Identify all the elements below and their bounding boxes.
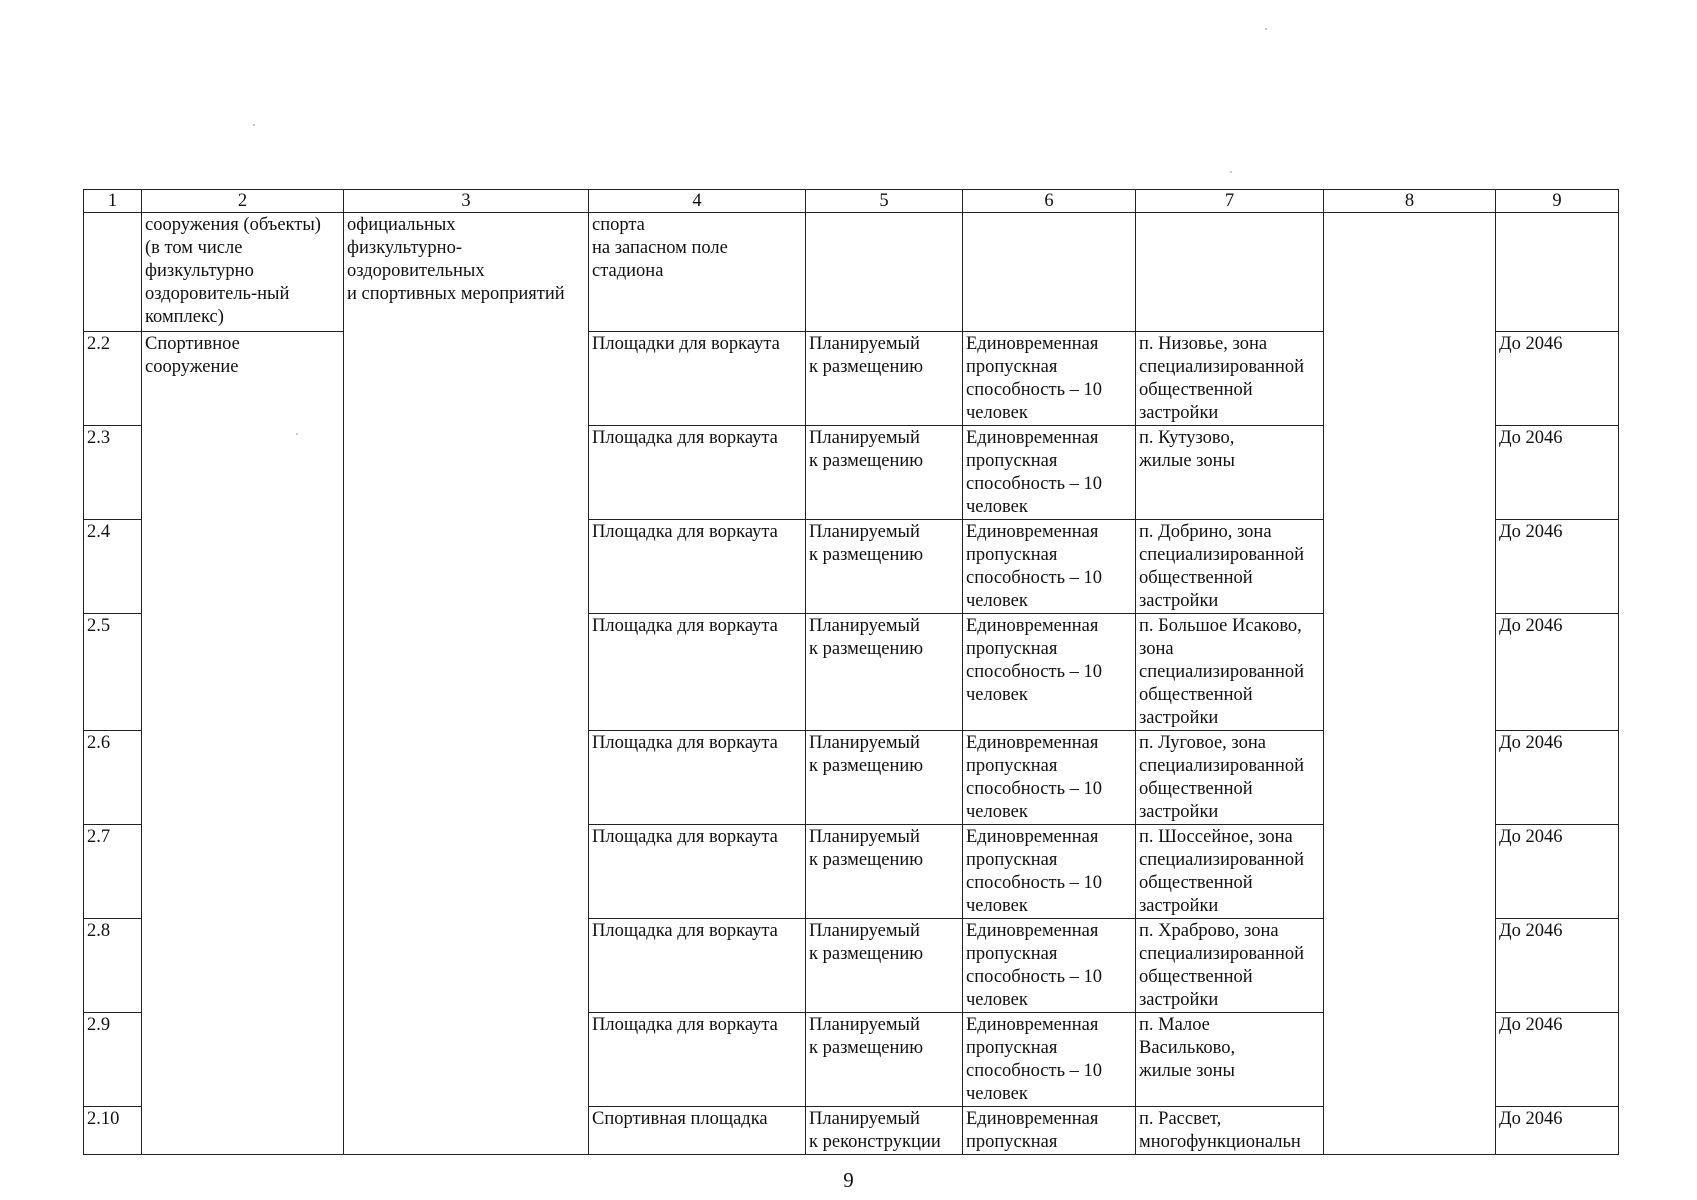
status-cell: Планируемый к размещению <box>806 520 963 614</box>
period-cell: До 2046 <box>1496 520 1619 614</box>
header-cell: 2 <box>142 190 344 213</box>
period-cell: До 2046 <box>1496 332 1619 426</box>
object-name-cell: Площадка для воркаута <box>589 614 806 731</box>
number-cell <box>84 213 142 332</box>
status-cell: Планируемый к размещению <box>806 731 963 825</box>
object-name-cell: Площадка для воркаута <box>589 1013 806 1107</box>
row-number: 2.5 <box>84 614 142 731</box>
header-cell: 6 <box>963 190 1136 213</box>
status-cell: Планируемый к размещению <box>806 1013 963 1107</box>
period-cell: До 2046 <box>1496 919 1619 1013</box>
location-cell: п. Кутузово, жилые зоны <box>1136 426 1324 520</box>
period-cell: До 2046 <box>1496 825 1619 919</box>
page-number: 9 <box>843 1168 854 1192</box>
capacity-cell: Единовременная пропускная способность – 10 человек <box>963 520 1136 614</box>
row-number: 2.8 <box>84 919 142 1013</box>
object-type-cell: сооружения (объекты) (в том числе физкультурно оздоровитель-ный комплекс) <box>142 213 344 332</box>
period-cell: До 2046 <box>1496 1013 1619 1107</box>
status-cell: Планируемый к размещению <box>806 614 963 731</box>
period-cell: До 2046 <box>1496 1107 1619 1155</box>
header-cell: 3 <box>344 190 589 213</box>
location-cell: п. Храброво, зона специализированной общественной застройки <box>1136 919 1324 1013</box>
location-cell: п. Рассвет, многофункциональн <box>1136 1107 1324 1155</box>
object-name-cell: Площадка для воркаута <box>589 825 806 919</box>
location-cell <box>1136 213 1324 332</box>
location-cell: п. Большое Исаково, зона специализированной общественной застройки <box>1136 614 1324 731</box>
period-cell <box>1496 213 1619 332</box>
object-name-cell: Площадка для воркаута <box>589 919 806 1013</box>
status-cell: Планируемый к размещению <box>806 825 963 919</box>
object-name-cell: Площадка для воркаута <box>589 520 806 614</box>
period-cell: До 2046 <box>1496 614 1619 731</box>
scan-speck <box>1265 28 1267 30</box>
facilities-table <box>83 189 1619 1155</box>
period-cell: До 2046 <box>1496 426 1619 520</box>
row-number: 2.7 <box>84 825 142 919</box>
location-cell: п. Добрино, зона специализированной общественной застройки <box>1136 520 1324 614</box>
capacity-cell: Единовременная пропускная способность – 10 человек <box>963 919 1136 1013</box>
capacity-cell: Единовременная пропускная способность – 10 человек <box>963 332 1136 426</box>
object-type-cell: Спортивное сооружение <box>142 332 344 1155</box>
document-sheet <box>83 189 1618 1164</box>
object-name-cell: Площадки для воркаута <box>589 332 806 426</box>
location-cell: п. Низовье, зона специализированной общественной застройки <box>1136 332 1324 426</box>
header-cell: 8 <box>1324 190 1496 213</box>
status-cell: Планируемый к размещению <box>806 426 963 520</box>
object-name-cell: Спортивная площадка <box>589 1107 806 1155</box>
scan-speck <box>1230 171 1232 173</box>
continuation-row <box>84 213 1619 332</box>
status-cell <box>806 213 963 332</box>
row-number: 2.6 <box>84 731 142 825</box>
object-name-cell: спорта на запасном поле стадиона <box>589 213 806 332</box>
header-cell: 7 <box>1136 190 1324 213</box>
row-number: 2.4 <box>84 520 142 614</box>
capacity-cell: Единовременная пропускная способность – 10 человек <box>963 614 1136 731</box>
header-cell: 4 <box>589 190 806 213</box>
capacity-cell: Единовременная пропускная <box>963 1107 1136 1155</box>
status-cell: Планируемый к размещению <box>806 332 963 426</box>
location-cell: п. Луговое, зона специализированной общественной застройки <box>1136 731 1324 825</box>
location-cell: п. Малое Васильково, жилые зоны <box>1136 1013 1324 1107</box>
column-number-header <box>84 190 1619 213</box>
capacity-cell <box>963 213 1136 332</box>
location-cell: п. Шоссейное, зона специализированной общественной застройки <box>1136 825 1324 919</box>
header-cell: 5 <box>806 190 963 213</box>
row-number: 2.2 <box>84 332 142 426</box>
row-number: 2.3 <box>84 426 142 520</box>
period-cell: До 2046 <box>1496 731 1619 825</box>
row-number: 2.9 <box>84 1013 142 1107</box>
object-name-cell: Площадка для воркаута <box>589 426 806 520</box>
capacity-cell: Единовременная пропускная способность – 10 человек <box>963 825 1136 919</box>
row-number: 2.10 <box>84 1107 142 1155</box>
scan-speck <box>253 124 255 126</box>
capacity-cell: Единовременная пропускная способность – 10 человек <box>963 731 1136 825</box>
header-cell: 9 <box>1496 190 1619 213</box>
status-cell: Планируемый к реконструкции <box>806 1107 963 1155</box>
empty-column-8-cell <box>1324 213 1496 1155</box>
capacity-cell: Единовременная пропускная способность – 10 человек <box>963 1013 1136 1107</box>
header-cell: 1 <box>84 190 142 213</box>
object-name-cell: Площадка для воркаута <box>589 731 806 825</box>
status-cell: Планируемый к размещению <box>806 919 963 1013</box>
scan-speck <box>296 433 298 435</box>
capacity-cell: Единовременная пропускная способность – 10 человек <box>963 426 1136 520</box>
purpose-cell: официальных физкультурно- оздоровительных и спортивных мероприятий <box>344 213 589 1155</box>
